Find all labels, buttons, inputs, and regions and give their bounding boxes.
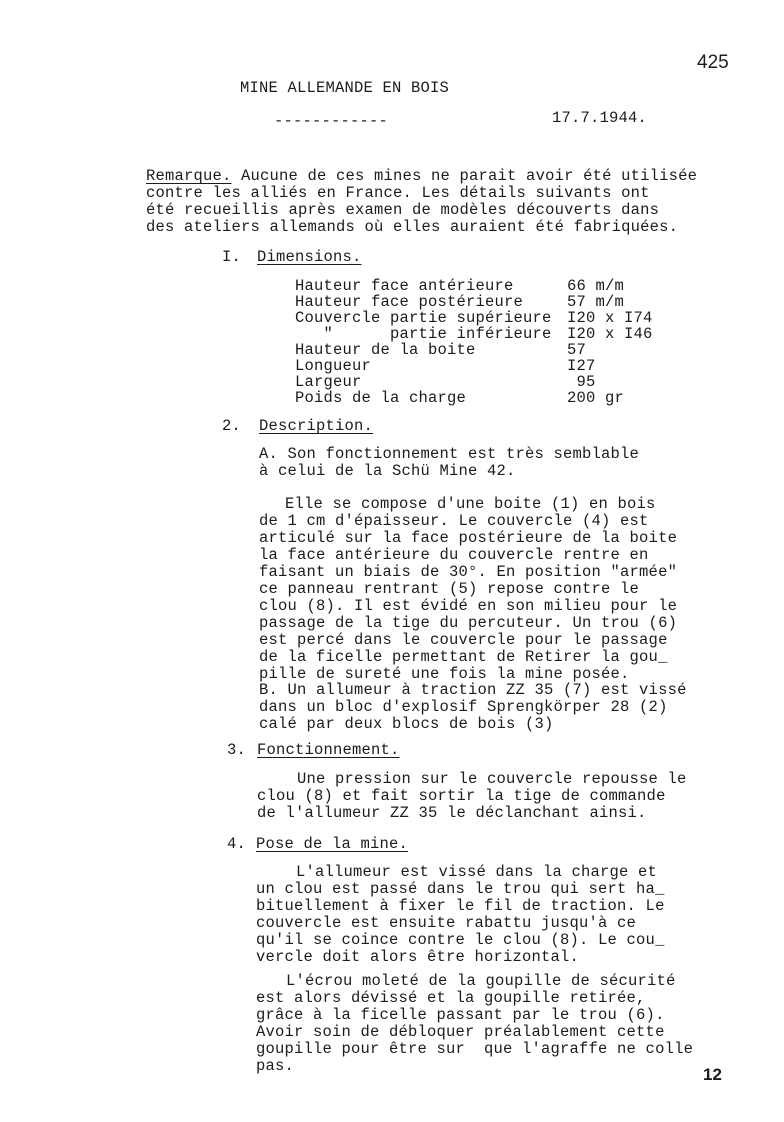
text-line: qu'il se coince contre le clou (8). Le cou_ — [256, 931, 665, 949]
text-line: de 1 cm d'épaisseur. Le couvercle (4) est — [259, 512, 649, 530]
section-2-heading: Description. — [259, 417, 374, 435]
text-line: couvercle est ensuite rabattu jusqu'à ce — [256, 914, 637, 932]
document-title: MINE ALLEMANDE EN BOIS — [240, 79, 450, 97]
text-line: pille de sureté une fois la mine posée. — [259, 665, 630, 683]
dimension-label: Hauteur face antérieure — [295, 277, 514, 295]
dimension-value: 95 — [567, 373, 596, 391]
remark-paragraph — [146, 168, 697, 236]
dimension-label: Couvercle partie supérieure — [295, 309, 552, 327]
text-line: calé par deux blocs de bois (3) — [259, 715, 554, 733]
text-line: de la ficelle permettant de Retirer la gou_ — [259, 648, 668, 666]
dimension-value: I20 x I46 — [567, 325, 653, 343]
dimension-row — [295, 342, 653, 358]
dimension-label: Longueur — [295, 357, 372, 375]
text-line: bituellement à fixer le fil de traction. Le — [256, 897, 665, 915]
text-line: clou (8) et fait sortir la tige de commande — [257, 787, 666, 805]
pose-paragraph-1 — [256, 864, 665, 966]
dimension-row — [295, 278, 653, 294]
text-line: B. Un allumeur à traction ZZ 35 (7) est vissé — [259, 681, 687, 699]
text-line: un clou est passé dans le trou qui sert ha_ — [256, 880, 665, 898]
remark-line: des ateliers allemands où elles auraient été fabriquées. — [146, 218, 679, 236]
text-line: L'écrou moleté de la goupille de sécurité — [286, 972, 676, 990]
remark-label: Remarque. — [146, 167, 232, 185]
dimension-label: " partie inférieure — [295, 325, 552, 343]
dimension-value: 57 — [567, 341, 587, 359]
text-line: clou (8). Il est évidé en son milieu pour le — [259, 597, 678, 615]
section-2-number: 2. — [222, 417, 242, 435]
text-line: faisant un biais de 30°. En position "armée" — [259, 563, 678, 581]
section-3-number: 3. — [227, 741, 247, 759]
text-line: est alors dévissé et la goupille retirée, — [256, 989, 646, 1007]
dimension-row — [295, 358, 653, 374]
section-1-heading: Dimensions. — [257, 248, 362, 266]
section-4-heading: Pose de la mine. — [256, 835, 409, 853]
text-line: goupille pour être sur que l'agraffe ne colle — [256, 1040, 694, 1058]
dimension-label: Poids de la charge — [295, 389, 467, 407]
dimension-label: Hauteur de la boite — [295, 341, 476, 359]
text-line: la face antérieure du couvercle rentre en — [259, 546, 649, 564]
text-line: passage de la tige du percuteur. Un trou (6) — [259, 614, 678, 632]
remark-line: Aucune de ces mines ne parait avoir été utilisée — [231, 167, 698, 185]
description-part-a — [259, 446, 639, 480]
page-number: 425 — [697, 52, 729, 73]
text-line: vercle doit alors être horizontal. — [256, 948, 580, 966]
pose-paragraph-2 — [256, 973, 693, 1075]
text-line: articulé sur la face postérieure de la boite — [259, 529, 678, 547]
dimension-row — [295, 310, 653, 326]
section-3-heading: Fonctionnement. — [257, 741, 400, 759]
text-line: de l'allumeur ZZ 35 le déclanchant ainsi. — [257, 804, 647, 822]
text-line: est percé dans le couvercle pour le passage — [259, 631, 668, 649]
dimension-value: 57 m/m — [567, 293, 625, 311]
text-line: pas. — [256, 1057, 295, 1075]
text-line: Elle se compose d'une boite (1) en bois — [285, 495, 656, 513]
dimension-value: I20 x I74 — [567, 309, 653, 327]
document-date: 17.7.1944. — [552, 109, 648, 127]
section-1-number: I. — [222, 248, 242, 266]
text-line: grâce à la ficelle passant par le trou (6). — [256, 1006, 665, 1024]
dimension-value: I27 — [567, 357, 596, 375]
section-4-number: 4. — [227, 835, 247, 853]
dimensions-table — [295, 278, 653, 406]
title-rule: ------------ — [274, 112, 389, 130]
dimension-label: Largeur — [295, 373, 362, 391]
text-line: L'allumeur est vissé dans la charge et — [296, 863, 658, 881]
text-line: A. Son fonctionnement est très semblable — [259, 445, 640, 463]
text-line: ce panneau rentrant (5) repose contre le — [259, 580, 640, 598]
description-part-b — [259, 682, 687, 733]
remark-line: été recueillis après examen de modèles découverts dans — [146, 201, 660, 219]
dimension-value: 200 gr — [567, 389, 625, 407]
description-part-a-detail — [259, 496, 677, 683]
dimension-value: 66 m/m — [567, 277, 625, 295]
dimension-row — [295, 294, 653, 310]
dimension-row — [295, 390, 653, 406]
text-line: à celui de la Schü Mine 42. — [259, 462, 516, 480]
text-line: Avoir soin de débloquer préalablement cette — [256, 1023, 665, 1041]
text-line: Une pression sur le couvercle repousse le — [297, 770, 687, 788]
footer-page-number: 12 — [703, 1065, 722, 1084]
dimension-row — [295, 374, 653, 390]
remark-line: contre les alliés en France. Les détails suivants ont — [146, 184, 650, 202]
fonctionnement-paragraph — [257, 771, 687, 822]
text-line: dans un bloc d'explosif Sprengkörper 28 (2) — [259, 698, 668, 716]
dimension-label: Hauteur face postérieure — [295, 293, 524, 311]
dimension-row — [295, 326, 653, 342]
